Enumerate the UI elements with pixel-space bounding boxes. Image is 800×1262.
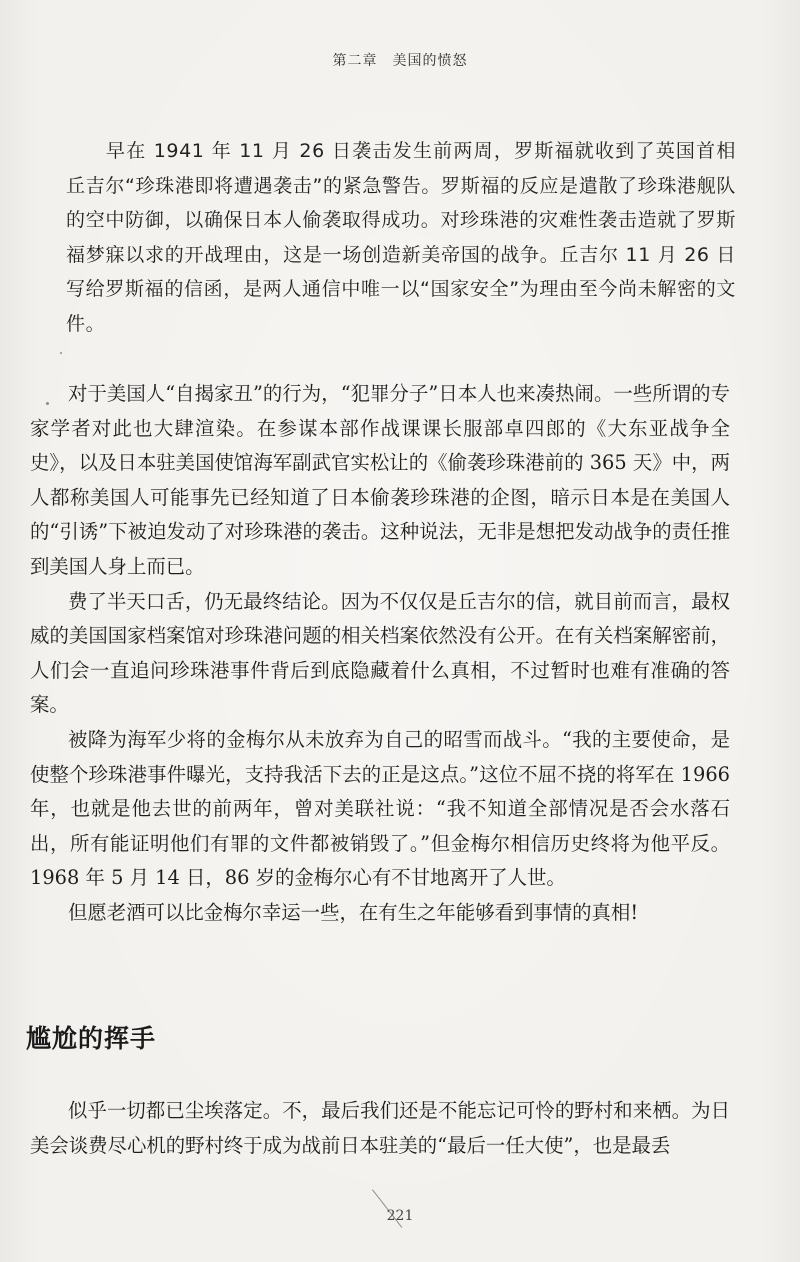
quoted-passage: 早在 1941 年 11 月 26 日袭击发生前两周，罗斯福就收到了英国首相丘吉尔“珍珠港即将遭遇袭击”的紧急警告。罗斯福的反应是遣散了珍珠港舰队的空中防御，以确保日本人偷袭取得成功。对珍珠港的灾难性袭击造就了罗斯福梦寐以求的开战理由，这是一场创造新美帝国的战争。丘吉尔 11 月 26 日写给罗斯福的信函，是两人通信中唯一以“国家安全”为理由至今尚未解密的文件。	[66, 140, 736, 335]
paragraph: 但愿老酒可以比金梅尔幸运一些，在有生之年能够看到事情的真相!	[68, 900, 639, 924]
paragraph: 对于美国人“自揭家丑”的行为，“犯罪分子”日本人也来凑热闹。一些所谓的专家学者对此也大肆渲染。在参谋本部作战课课长服部卓四郎的《大东亚战争全史》，以及日本驻美国使馆海军副武官实松让的《偷袭珍珠港前的 365 天》中，两人都称美国人可能事先已经知道了日本偷袭珍珠港的企图，暗示日本是在美国人的“引诱”下被迫发动了对珍珠港的袭击。这种说法，无非是想把发动战争的责任推到美国人身上而已。	[30, 382, 730, 578]
paragraph: 似乎一切都已尘埃落定。不，最后我们还是不能忘记可怜的野村和来栖。为日美会谈费尽心机的野村终于成为战前日本驻美的“最后一任大使”，也是最丢	[30, 1099, 730, 1157]
section-body-text	[30, 1094, 730, 1163]
paragraph: 被降为海军少将的金梅尔从未放弃为自己的昭雪而战斗。“我的主要使命，是使整个珍珠港事件曝光，支持我活下去的正是这点。”这位不屈不挠的将军在 1966 年，也就是他去世的前两年，曾对美联社说：“我不知道全部情况是否会水落石出，所有能证明他们有罪的文件都被销毁了。”但金梅尔相信历史终将为他平反。1968 年 5 月 14 日，86 岁的金梅尔心有不甘地离开了人世。	[30, 727, 730, 890]
scan-speck	[46, 402, 49, 405]
page-number: 221	[386, 1208, 414, 1224]
paragraph: 费了半天口舌，仍无最终结论。因为不仅仅是丘吉尔的信，就目前而言，最权威的美国国家档案馆对珍珠港问题的相关档案依然没有公开。在有关档案解密前，人们会一直追问珍珠港事件背后到底隐藏着什么真相，不过暂时也难有准确的答案。	[30, 589, 730, 717]
body-text	[30, 377, 730, 931]
running-header: 第二章 美国的愤怒	[332, 53, 468, 69]
section-heading: 尴尬的挥手	[26, 1024, 157, 1053]
scan-speck	[60, 352, 62, 354]
